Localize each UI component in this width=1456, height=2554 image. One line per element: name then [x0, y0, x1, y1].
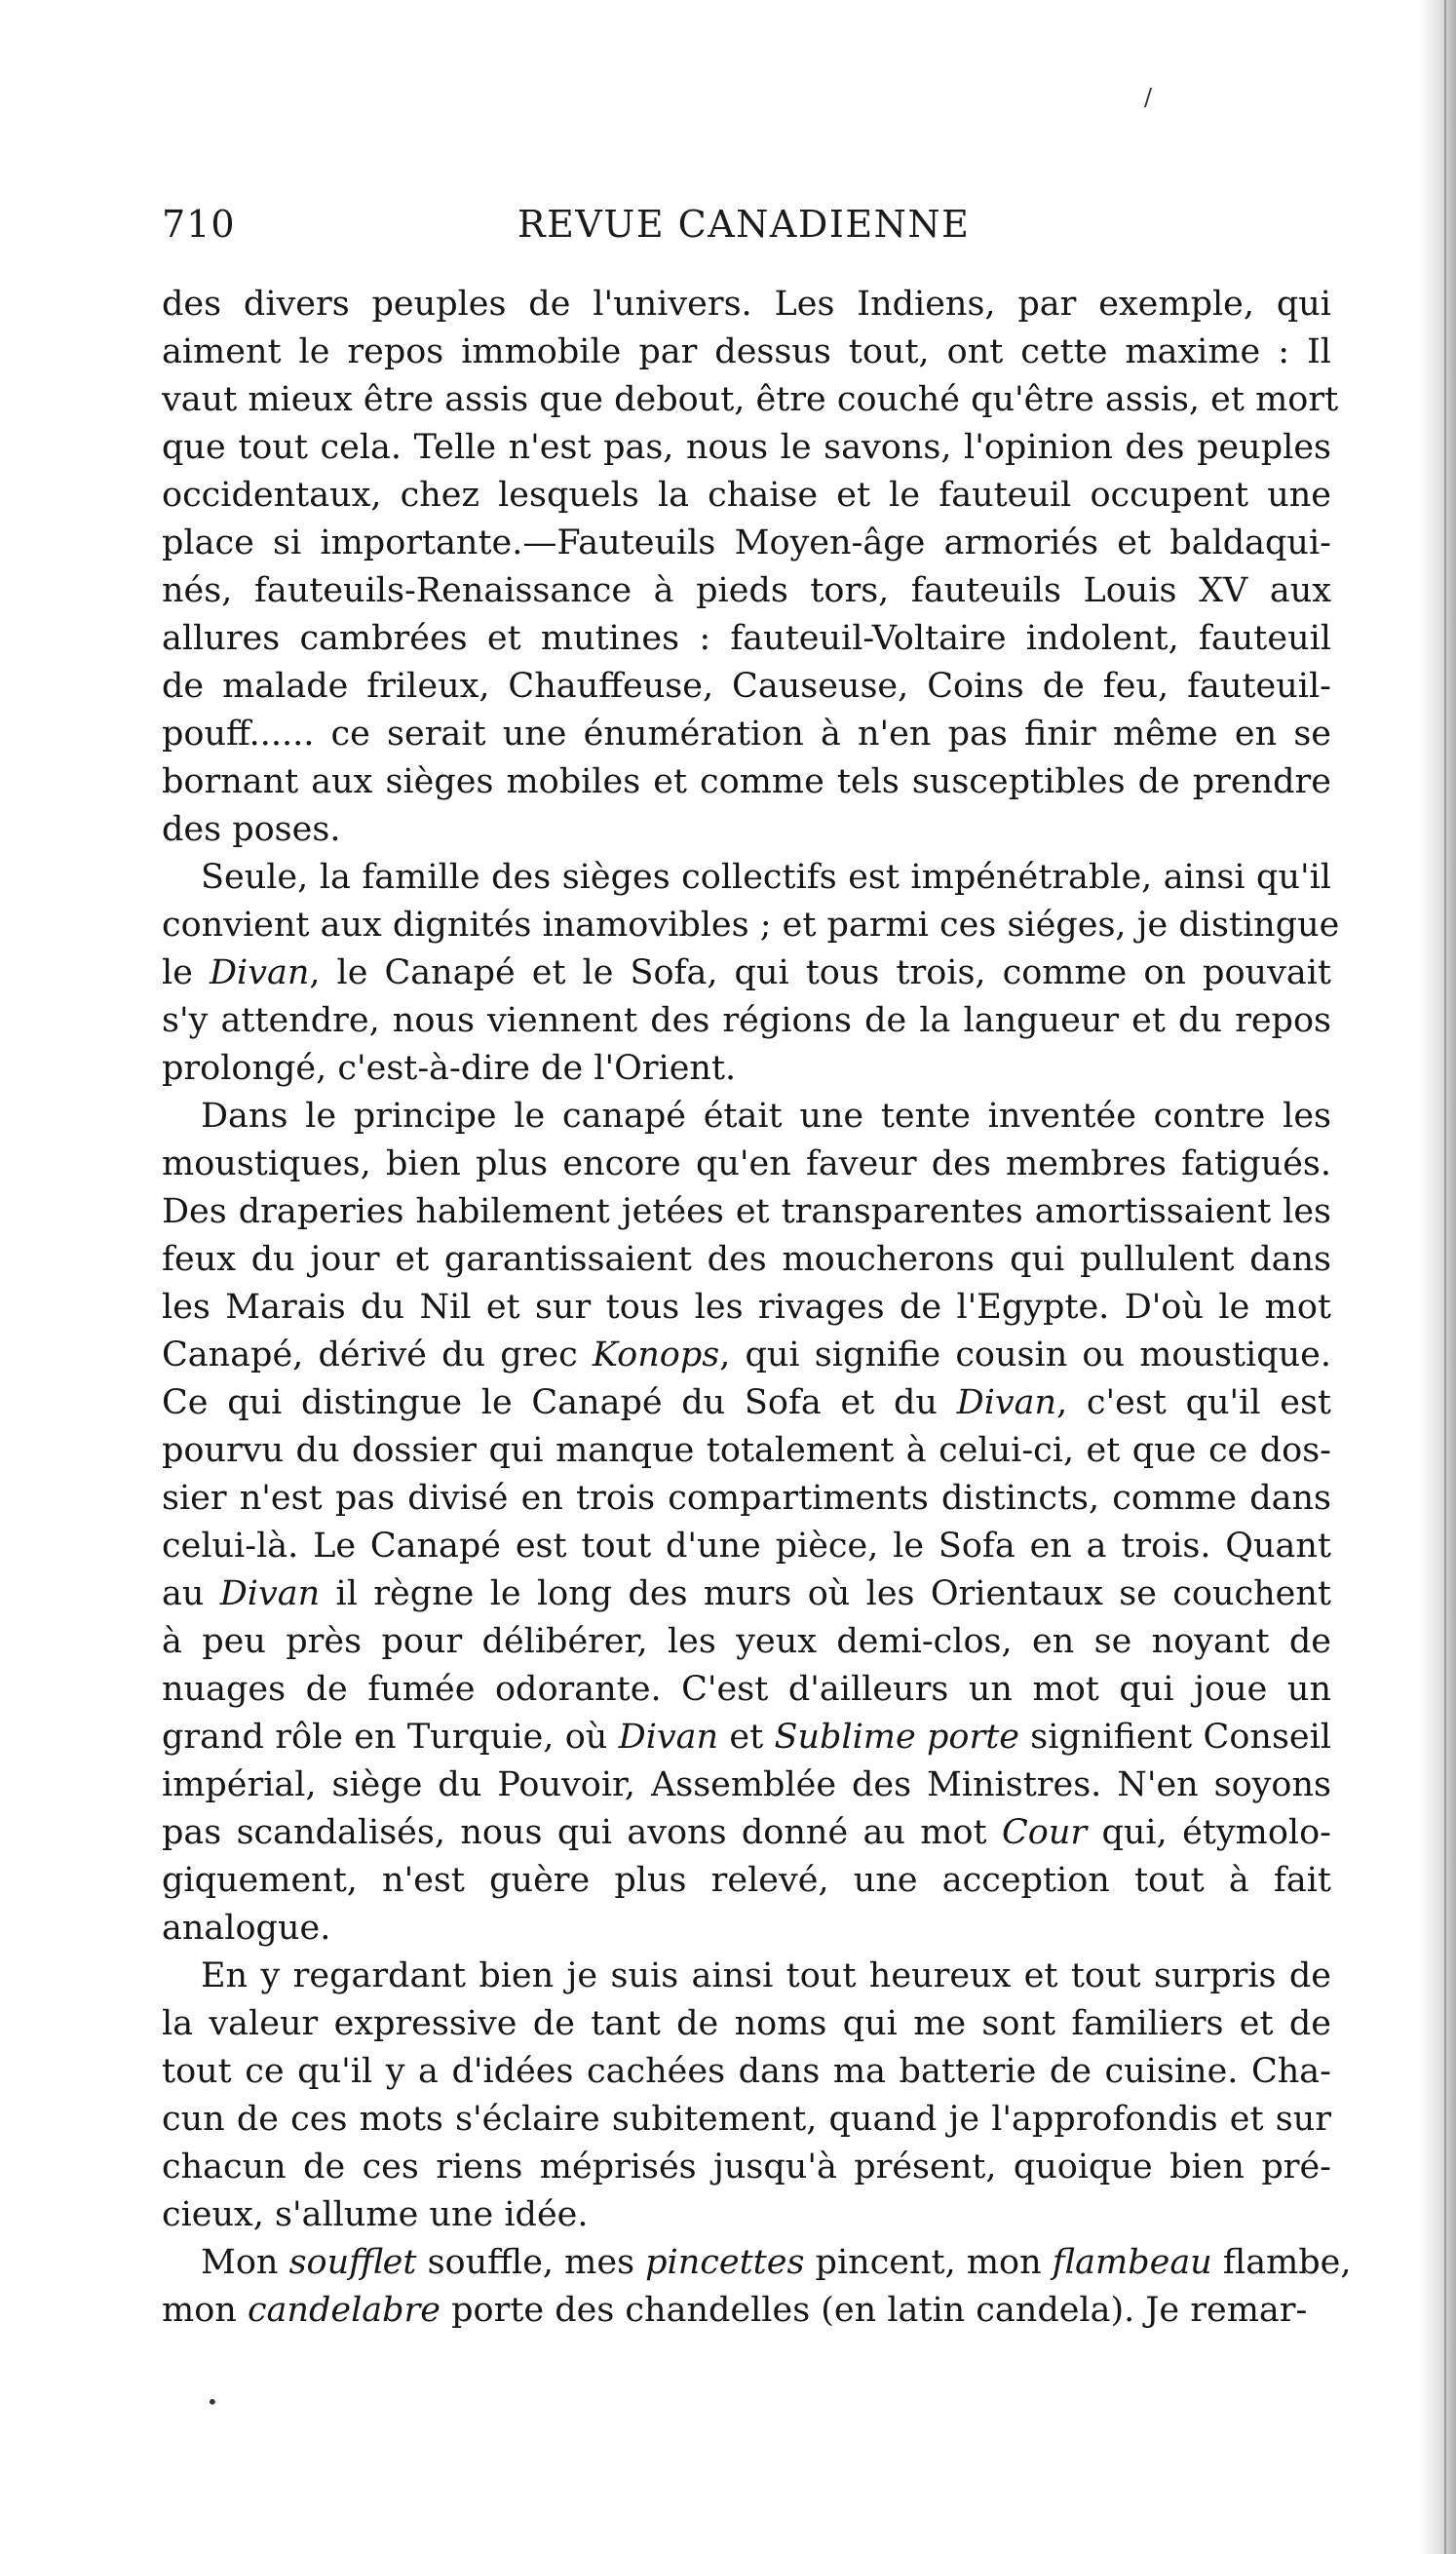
running-title: REVUE CANADIENNE [517, 203, 971, 246]
page-number: 710 [162, 203, 236, 246]
text-line: bornant aux sièges mobiles et comme tels susceptibles de prendre [162, 762, 1331, 801]
text-line: cun de ces mots s'éclaire subitement, quand je l'approfondis et sur [162, 2100, 1331, 2139]
text-line: pourvu du dossier qui manque totalement à celui-ci, et que ce dos- [162, 1431, 1331, 1470]
text-line: allures cambrées et mutines : fauteuil-Voltaire indolent, fauteuil [162, 619, 1331, 658]
text-line: feux du jour et garantissaient des moucherons qui pullulent dans [162, 1240, 1331, 1279]
italic-term: soufflet [288, 2243, 417, 2282]
text-line: chacun de ces riens méprisés jusqu'à présent, quoique bien pré- [162, 2148, 1331, 2186]
italic-term: pincettes [645, 2243, 805, 2282]
text-line: pouff...... ce serait une énumération à n'en pas finir même en se [162, 715, 1331, 754]
text-line: s'y attendre, nous viennent des régions de la langueur et du repos [162, 1001, 1331, 1040]
italic-term: flambeau [1052, 2243, 1212, 2282]
text-line: grand rôle en Turquie, où Divan et Sublime porte signifient Conseil [162, 1718, 1332, 1757]
italic-term: Sublime porte [774, 1718, 1019, 1757]
text-line: place si importante.—Fauteuils Moyen-âge armoriés et baldaqui- [162, 523, 1331, 562]
text-line: pas scandalisés, nous qui avons donné au mot Cour qui, étymolo- [162, 1813, 1331, 1852]
italic-term: Divan [219, 1574, 321, 1613]
text-line: vaut mieux être assis que debout, être couché qu'être assis, et mort [162, 380, 1339, 419]
text-line: Ce qui distingue le Canapé du Sofa et du Divan, c'est qu'il est [162, 1383, 1331, 1422]
italic-term: Divan [956, 1383, 1057, 1422]
italic-term: Divan [209, 953, 310, 992]
text-line: Des draperies habilement jetées et transparentes amortissaient les [162, 1192, 1331, 1231]
running-header [162, 203, 1331, 252]
text-line: au Divan il règne le long des murs où les Orientaux se couchent [162, 1574, 1331, 1613]
italic-term: Konops [592, 1335, 720, 1374]
text-line: les Marais du Nil et sur tous les rivages de l'Egypte. D'où le mot [162, 1288, 1331, 1327]
text-line: Mon soufflet souffle, mes pincettes pincent, mon flambeau flambe, [201, 2243, 1352, 2282]
article-body [162, 281, 1352, 2335]
text-line: de malade frileux, Chauffeuse, Causeuse, Coins de feu, fauteuil- [162, 667, 1331, 706]
text-line: analogue. [162, 1909, 331, 1948]
paragraph [162, 1953, 1331, 2239]
italic-term: Divan [618, 1718, 719, 1757]
text-line: celui-là. Le Canapé est tout d'une pièce, le Sofa en a trois. Quant [162, 1527, 1331, 1566]
text-line: le Divan, le Canapé et le Sofa, qui tous trois, comme on pouvait [162, 953, 1331, 992]
text-line: nuages de fumée odorante. C'est d'ailleurs un mot qui joue un [162, 1670, 1331, 1709]
text-line: convient aux dignités inamovibles ; et parmi ces siéges, je distingue [162, 906, 1340, 945]
text-line: Seule, la famille des sièges collectifs est impénétrable, ainsi qu'il [201, 858, 1331, 897]
text-line: des poses. [162, 810, 341, 849]
text-line: nés, fauteuils-Renaissance à pieds tors, fauteuils Louis XV aux [162, 571, 1331, 610]
text-line: sier n'est pas divisé en trois compartiments distincts, comme dans [162, 1479, 1331, 1518]
text-line: la valeur expressive de tant de noms qui me sont familiers et de [162, 2004, 1331, 2043]
page-edge-line [1444, 0, 1446, 2554]
text-line: tout ce qu'il y a d'idées cachées dans ma batterie de cuisine. Cha- [162, 2052, 1331, 2091]
text-line: prolongé, c'est-à-dire de l'Orient. [162, 1049, 737, 1088]
text-line: Canapé, dérivé du grec Konops, qui signifie cousin ou moustique. [162, 1335, 1331, 1374]
text-line: Dans le principe le canapé était une tente inventée contre les [201, 1097, 1331, 1136]
text-line: mon candelabre porte des chandelles (en latin candela). Je remar- [162, 2291, 1308, 2330]
text-line: moustiques, bien plus encore qu'en faveur des membres fatigués. [162, 1144, 1331, 1183]
text-line: En y regardant bien je suis ainsi tout heureux et tout surpris de [201, 1956, 1331, 1995]
text-line: des divers peuples de l'univers. Les Indiens, par exemple, qui [162, 285, 1331, 324]
page-edge-shadow [1419, 0, 1456, 2554]
italic-term: candelabre [247, 2291, 441, 2330]
paragraph [162, 2239, 1352, 2335]
text-line: impérial, siège du Pouvoir, Assemblée des Ministres. N'en soyons [162, 1765, 1331, 1804]
paragraph [162, 281, 1339, 854]
text-line: aiment le repos immobile par dessus tout, ont cette maxime : Il [162, 332, 1331, 371]
italic-term: Cour [1001, 1813, 1088, 1852]
text-line: cieux, s'allume une idée. [162, 2195, 589, 2234]
text-line: giquement, n'est guère plus relevé, une acception tout à fait [162, 1861, 1331, 1900]
text-line: à peu près pour délibérer, les yeux demi-clos, en se noyant de [162, 1622, 1331, 1661]
text-line: que tout cela. Telle n'est pas, nous le savons, l'opinion des peuples [162, 428, 1331, 467]
text-line: occidentaux, chez lesquels la chaise et le fauteuil occupent une [162, 476, 1331, 515]
paragraph [162, 854, 1340, 1093]
stray-tick-mark: / [1144, 84, 1153, 111]
stray-dot-mark: • [207, 2390, 218, 2414]
paragraph [162, 1093, 1331, 1953]
